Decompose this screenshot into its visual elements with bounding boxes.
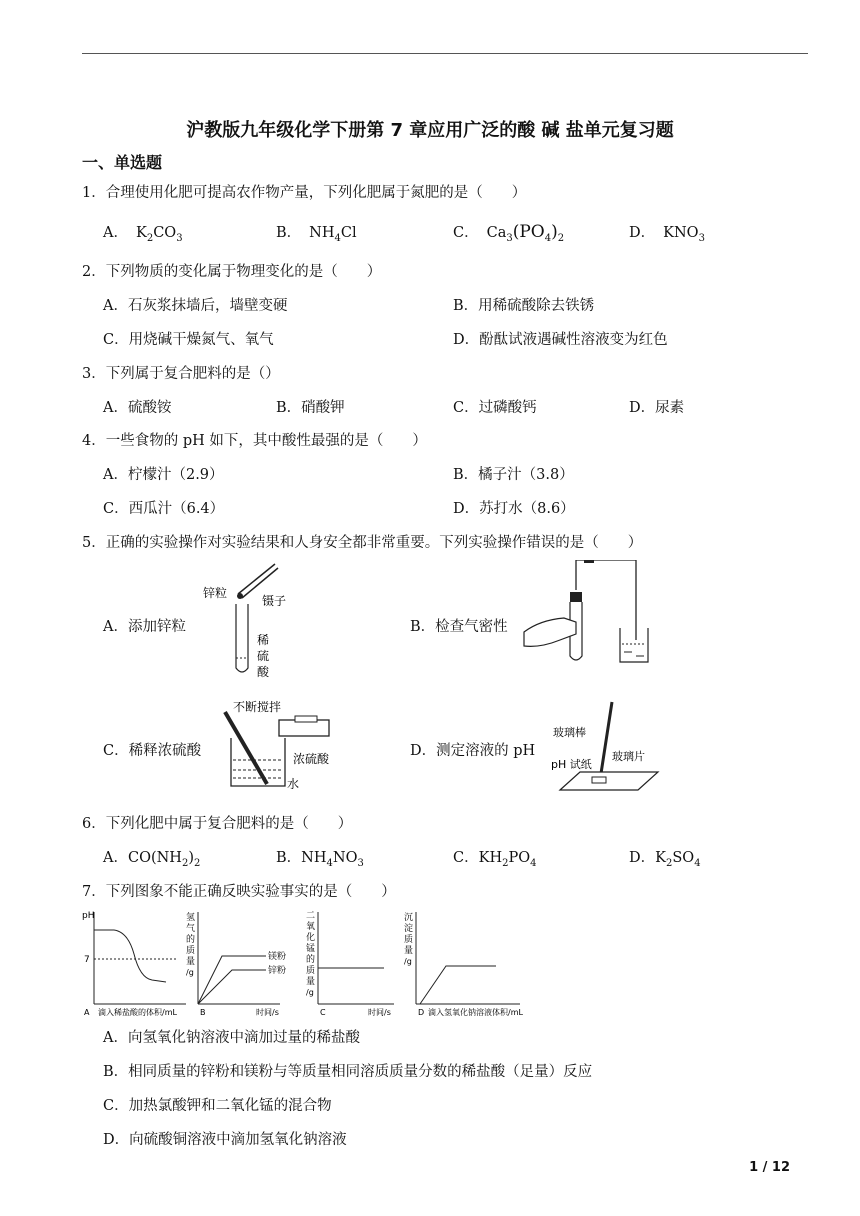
q6-option-d[interactable]: D．$K_2SO_4$	[629, 850, 701, 869]
q1-option-b[interactable]: B． $NH_4Cl$	[276, 225, 357, 244]
question-7-stem: 7．下列图象不能正确反映实验事实的是（ ）	[82, 884, 396, 900]
graph-c-ylabel-4: 锰	[306, 944, 316, 954]
graph-c	[306, 911, 394, 1017]
ph-paper	[592, 777, 606, 783]
hand	[524, 618, 576, 646]
bottle-label	[295, 716, 317, 722]
q6-option-b[interactable]: B．$NH_4NO_3$	[276, 850, 364, 869]
graph-b-ylabel-4: 质	[186, 946, 196, 956]
q2-option-d[interactable]: D．酚酞试液遇碱性溶液变为红色	[453, 332, 668, 348]
q5-option-c[interactable]: C．稀释浓硫酸	[103, 743, 202, 759]
q1-option-c[interactable]: C． $Ca_3(PO_4)_2$	[453, 222, 565, 244]
figure-airtightness-check	[520, 560, 650, 670]
graph-d-xlabel: 滴入氢氧化钠溶液体积/mL	[428, 1008, 523, 1017]
graph-a-y7: 7	[84, 955, 90, 965]
question-4-stem: 4．一些食物的 pH 如下，其中酸性最强的是（ ）	[82, 433, 427, 449]
tweezers-label: 镊子	[262, 594, 287, 608]
section-heading: 一、单选题	[82, 153, 163, 172]
graph-c-letter: C	[320, 1008, 326, 1017]
q1-option-d[interactable]: D． $KNO_3$	[629, 225, 705, 244]
graph-b-ylabel-2: 气	[186, 924, 196, 934]
graph-d	[404, 912, 523, 1017]
graph-d-letter: D	[418, 1008, 425, 1017]
question-6-stem: 6．下列化肥中属于复合肥料的是（ ）	[82, 816, 353, 832]
graph-b-series-zn: 锌粉	[268, 966, 287, 976]
q7-option-d[interactable]: D．向硫酸铜溶液中滴加氢氧化钠溶液	[103, 1132, 347, 1148]
glass-rod-label: 玻璃棒	[553, 726, 586, 739]
graph-d-ylabel-3: 质	[404, 935, 414, 945]
graph-c-ylabel-2: 氧	[306, 922, 316, 932]
question-1-stem: 1．合理使用化肥可提高农作物产量，下列化肥属于氮肥的是（ ）	[82, 185, 527, 201]
glass-plate-label: 玻璃片	[612, 750, 645, 763]
q7-graphs	[80, 904, 540, 1020]
q3-option-b[interactable]: B．硝酸钾	[276, 400, 345, 416]
glass-plate	[560, 772, 658, 790]
graph-b-mg-line	[198, 956, 266, 1004]
q5-option-a[interactable]: A．添加锌粒	[103, 619, 186, 635]
figure-ph-measure	[550, 700, 670, 795]
graph-b	[186, 911, 286, 1017]
zinc-label: 锌粒	[203, 586, 228, 600]
graph-d-ylabel-2: 淀	[404, 924, 414, 934]
graph-c-ylabel-6: 质	[306, 966, 316, 976]
graph-a-curve	[94, 930, 166, 982]
graph-a-xlabel: 滴入稀盐酸的体积/mL	[98, 1008, 177, 1017]
graph-c-ylabel-1: 二	[306, 911, 316, 921]
dilute-acid-label-3: 酸	[257, 665, 270, 679]
graph-d-ylabel-4: 量	[404, 946, 414, 956]
graph-b-ylabel-3: 的	[186, 935, 196, 945]
graph-b-ylabel-1: 氢	[186, 913, 196, 923]
graph-a-letter: A	[84, 1008, 90, 1017]
graph-d-line	[420, 966, 496, 1004]
tweezers-arm	[238, 564, 275, 594]
q5-option-b[interactable]: B．检查气密性	[410, 619, 508, 635]
question-2-stem: 2．下列物质的变化属于物理变化的是（ ）	[82, 264, 382, 280]
question-3-stem: 3．下列属于复合肥料的是（）	[82, 366, 280, 382]
graph-d-ylabel-1: 沉	[404, 913, 414, 923]
graph-c-ylabel-3: 化	[306, 933, 316, 943]
q4-option-c[interactable]: C．西瓜汁（6.4）	[103, 501, 225, 517]
delivery-tube	[576, 560, 636, 640]
graph-b-zn-line	[198, 970, 266, 1004]
q7-option-a[interactable]: A．向氢氧化钠溶液中滴加过量的稀盐酸	[103, 1030, 360, 1046]
question-5-stem: 5．正确的实验操作对实验结果和人身安全都非常重要。下列实验操作错误的是（ ）	[82, 535, 643, 551]
page-title: 沪教版九年级化学下册第 7 章应用广泛的酸 碱 盐单元复习题	[186, 120, 674, 141]
graph-b-ylabel-5: 量	[186, 957, 196, 967]
q2-option-b[interactable]: B．用稀硫酸除去铁锈	[453, 298, 595, 314]
q3-option-d[interactable]: D．尿素	[629, 400, 685, 416]
q4-option-a[interactable]: A．柠檬汁（2.9）	[103, 467, 224, 483]
figure-diluting-acid	[215, 698, 355, 794]
graph-c-ylabel-8: /g	[306, 988, 314, 997]
graph-a-ylabel: pH	[82, 911, 95, 921]
graph-b-letter: B	[200, 1008, 206, 1017]
q2-option-a[interactable]: A．石灰浆抹墙后，墙壁变硬	[103, 298, 288, 314]
header-rule	[82, 53, 808, 54]
q7-option-b[interactable]: B．相同质量的锌粉和镁粉与等质量相同溶质质量分数的稀盐酸（足量）反应	[103, 1064, 593, 1080]
q2-option-c[interactable]: C．用烧碱干燥氮气、氧气	[103, 332, 274, 348]
figure-adding-zinc	[200, 560, 300, 684]
glass-rod	[600, 702, 612, 780]
q3-option-c[interactable]: C．过磷酸钙	[453, 400, 537, 416]
graph-b-xlabel: 时间/s	[256, 1008, 279, 1017]
graph-c-ylabel-5: 的	[306, 955, 316, 965]
zinc-granule	[237, 593, 243, 599]
graph-c-xlabel: 时间/s	[368, 1008, 391, 1017]
graph-d-ylabel-5: /g	[404, 957, 412, 966]
ph-paper-label: pH 试纸	[551, 758, 592, 771]
q1-option-a[interactable]: A． $K_2CO_3$	[103, 225, 183, 244]
graph-c-ylabel-7: 量	[306, 977, 316, 987]
q6-option-a[interactable]: A．$CO(NH_2)_2$	[103, 850, 201, 869]
graph-b-series-mg: 镁粉	[268, 952, 287, 962]
beaker	[620, 628, 648, 662]
q5-option-d[interactable]: D．测定溶液的 pH	[410, 743, 536, 759]
stir-label: 不断搅拌	[233, 700, 282, 714]
dilute-acid-label-2: 硫	[257, 649, 270, 663]
q4-option-b[interactable]: B．橘子汁（3.8）	[453, 467, 574, 483]
q4-option-d[interactable]: D．苏打水（8.6）	[453, 501, 575, 517]
graph-a	[82, 911, 186, 1017]
q7-option-c[interactable]: C．加热氯酸钾和二氧化锰的混合物	[103, 1098, 332, 1114]
q6-option-c[interactable]: C．$KH_2PO_4$	[453, 850, 537, 869]
water-label: 水	[287, 777, 300, 791]
test-tube	[236, 604, 248, 672]
dilute-acid-label-1: 稀	[257, 633, 270, 647]
page-number: 1 / 12	[749, 1160, 790, 1175]
conc-acid-label: 浓硫酸	[293, 752, 330, 766]
q3-option-a[interactable]: A．硫酸铵	[103, 400, 172, 416]
tube-connector	[584, 560, 594, 563]
beaker	[231, 738, 285, 786]
stopper	[570, 592, 582, 602]
graph-b-ylabel-6: /g	[186, 968, 194, 977]
